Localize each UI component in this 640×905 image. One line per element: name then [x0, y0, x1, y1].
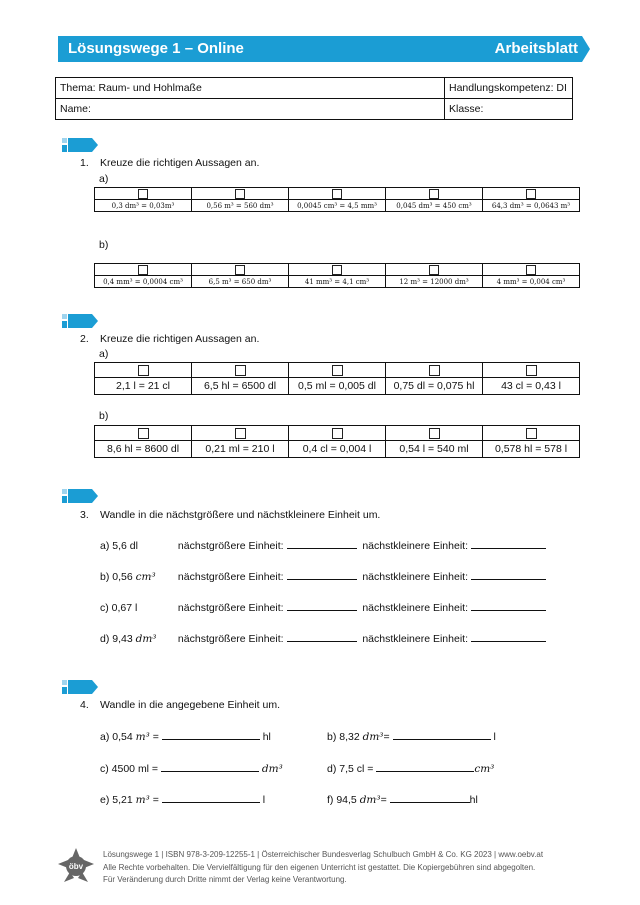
- checkbox[interactable]: [526, 365, 537, 376]
- task2-b-label: b): [99, 410, 109, 422]
- task3-row-a: a) 5,6 dl nächstgrößere Einheit: nächstkleinere Einheit:: [100, 540, 546, 552]
- task-marker: [62, 489, 98, 503]
- logo-text: öbv: [68, 862, 84, 871]
- statement: 41 mm³ = 4,1 cm³: [289, 276, 386, 288]
- name-field[interactable]: Name:: [56, 99, 445, 120]
- statement: 0,4 mm³ = 0,0004 cm³: [95, 276, 192, 288]
- checkbox[interactable]: [332, 265, 342, 275]
- answer-blank[interactable]: [287, 579, 357, 580]
- worksheet-title: Lösungswege 1 – Online: [68, 40, 244, 57]
- statement: 8,6 hl = 8600 dl: [95, 441, 192, 458]
- info-table: [55, 77, 573, 120]
- checkbox[interactable]: [332, 365, 343, 376]
- checkbox[interactable]: [138, 428, 149, 439]
- task1-a-label: a): [99, 173, 109, 185]
- task1-a-table: [94, 187, 580, 212]
- header-banner: [58, 36, 582, 62]
- statement: 0,578 hl = 578 l: [483, 441, 580, 458]
- task1-b-table: [94, 263, 580, 288]
- checkbox[interactable]: [526, 428, 537, 439]
- answer-blank[interactable]: [376, 771, 474, 772]
- statement: 0,21 ml = 210 l: [192, 441, 289, 458]
- statement: 4 mm³ = 0,004 cm³: [483, 276, 580, 288]
- task2-a-label: a): [99, 348, 109, 360]
- answer-blank[interactable]: [287, 610, 357, 611]
- footer-text: Lösungswege 1 | ISBN 978-3-209-12255-1 | Österreichischer Bundesverlag Schulbuch GmbH & Co. KG 2023 | www.oebv.at Alle Rechte vorbehalten. Die Vervielfältigung für den eigenen Unterricht ist gestattet. Die Kopiergebühren sind abgegolten. Für Veränderung durch Dritte nimmt der Verlag keine Verantwortung.: [103, 850, 544, 884]
- task4-item-e: e) 5,21 m³ = l: [100, 794, 266, 806]
- topic-cell: Thema: Raum- und Hohlmaße: [56, 78, 445, 99]
- worksheet-type: Arbeitsblatt: [494, 40, 578, 57]
- checkbox[interactable]: [526, 189, 536, 199]
- answer-blank[interactable]: [162, 739, 260, 740]
- statement: 0,56 m³ = 560 dm³: [192, 200, 289, 212]
- checkbox[interactable]: [332, 189, 342, 199]
- answer-blank[interactable]: [471, 548, 546, 549]
- answer-blank[interactable]: [471, 610, 546, 611]
- task4-item-b: b) 8,32 dm³= l: [327, 731, 496, 743]
- checkbox[interactable]: [429, 365, 440, 376]
- answer-blank[interactable]: [393, 739, 491, 740]
- competence-cell: Handlungskompetenz: DI: [445, 78, 573, 99]
- answer-blank[interactable]: [161, 771, 259, 772]
- task2-b-table: [94, 425, 580, 458]
- task4-item-d: d) 7,5 cl = cm³: [327, 763, 495, 775]
- answer-blank[interactable]: [471, 641, 546, 642]
- task-marker: [62, 138, 98, 152]
- checkbox[interactable]: [429, 428, 440, 439]
- checkbox[interactable]: [138, 365, 149, 376]
- task2-heading: 2. Kreuze die richtigen Aussagen an.: [80, 333, 260, 345]
- task3-row-c: c) 0,67 l nächstgrößere Einheit: nächstkleinere Einheit:: [100, 602, 546, 614]
- checkbox[interactable]: [235, 265, 245, 275]
- statement: 43 cl = 0,43 l: [483, 378, 580, 395]
- checkbox[interactable]: [235, 428, 246, 439]
- statement: 0,5 ml = 0,005 dl: [289, 378, 386, 395]
- task-marker: [62, 680, 98, 694]
- checkbox[interactable]: [429, 189, 439, 199]
- answer-blank[interactable]: [287, 548, 357, 549]
- task4-heading: 4. Wandle in die angegebene Einheit um.: [80, 699, 280, 711]
- statement: 64,3 dm³ = 0,0643 m³: [483, 200, 580, 212]
- checkbox[interactable]: [235, 189, 245, 199]
- oebv-logo-icon: [58, 848, 94, 884]
- answer-blank[interactable]: [471, 579, 546, 580]
- answer-blank[interactable]: [162, 802, 260, 803]
- checkbox[interactable]: [429, 265, 439, 275]
- statement: 6,5 hl = 6500 dl: [192, 378, 289, 395]
- task4-item-a: a) 0,54 m³ = hl: [100, 731, 271, 743]
- task2-a-table: [94, 362, 580, 395]
- task-marker: [62, 314, 98, 328]
- statement: 0,75 dl = 0,075 hl: [386, 378, 483, 395]
- statement: 0,0045 cm³ = 4,5 mm³: [289, 200, 386, 212]
- checkbox[interactable]: [332, 428, 343, 439]
- task4-item-f: f) 94,5 dm³= hl: [327, 794, 478, 806]
- task1-b-label: b): [99, 239, 109, 251]
- task3-row-b: b) 0,56 cm³ nächstgrößere Einheit: nächstkleinere Einheit:: [100, 571, 546, 583]
- task4-item-c: c) 4500 ml = dm³: [100, 763, 283, 775]
- statement: 0,045 dm³ = 450 cm³: [386, 200, 483, 212]
- checkbox[interactable]: [138, 189, 148, 199]
- statement: 12 m³ = 12000 dm³: [386, 276, 483, 288]
- checkbox[interactable]: [235, 365, 246, 376]
- statement: 0,54 l = 540 ml: [386, 441, 483, 458]
- task1-heading: 1. Kreuze die richtigen Aussagen an.: [80, 157, 260, 169]
- statement: 6,5 m³ = 650 dm³: [192, 276, 289, 288]
- statement: 0,3 dm³ = 0,03m³: [95, 200, 192, 212]
- statement: 2,1 l = 21 cl: [95, 378, 192, 395]
- checkbox[interactable]: [526, 265, 536, 275]
- answer-blank[interactable]: [287, 641, 357, 642]
- task3-row-d: d) 9,43 dm³ nächstgrößere Einheit: nächstkleinere Einheit:: [100, 633, 546, 645]
- answer-blank[interactable]: [390, 802, 470, 803]
- class-field[interactable]: Klasse:: [445, 99, 573, 120]
- checkbox[interactable]: [138, 265, 148, 275]
- statement: 0,4 cl = 0,004 l: [289, 441, 386, 458]
- task3-heading: 3. Wandle in die nächstgrößere und nächstkleinere Einheit um.: [80, 509, 381, 521]
